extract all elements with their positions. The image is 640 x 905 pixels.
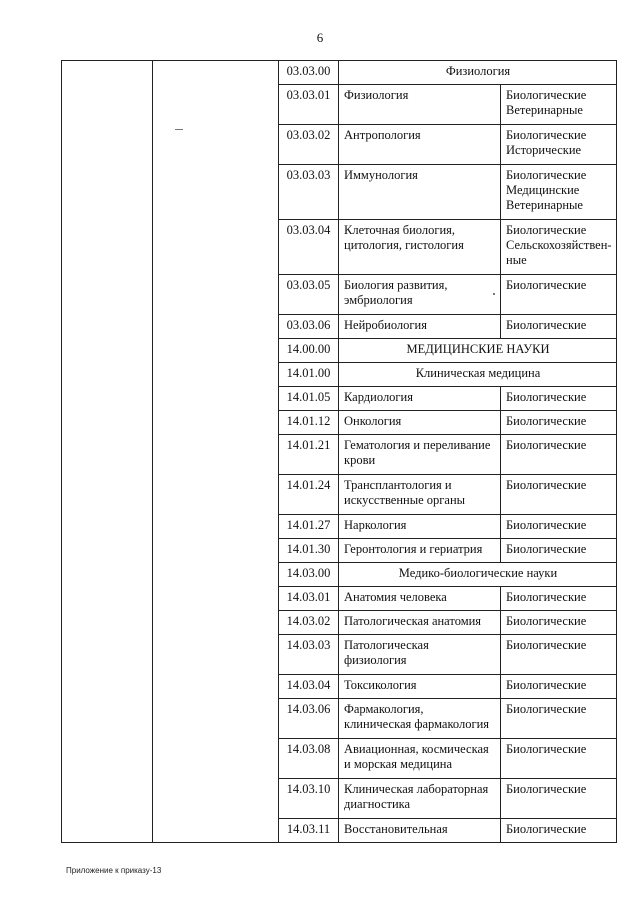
section-heading: Медико-биологические науки (339, 563, 617, 587)
science-branches (501, 165, 617, 220)
science-branch: Исторические (506, 143, 582, 157)
specialty-name-line: Патологическая (344, 638, 429, 652)
science-branch: Биологические (506, 223, 587, 237)
specialty-name (339, 587, 501, 611)
specialty-name-line: Клиническая лабораторная (344, 782, 489, 796)
science-branch: Сельскохозяйствен- (506, 238, 612, 252)
science-branches (501, 587, 617, 611)
science-branch: Биологические (506, 438, 587, 452)
specialty-name (339, 539, 501, 563)
specialty-name-line: искусственные органы (344, 493, 466, 507)
specialty-name-line: клиническая фармакология (344, 717, 490, 731)
specialties-table (61, 60, 617, 843)
science-branches (501, 675, 617, 699)
specialty-code: 14.03.00 (279, 563, 339, 587)
scan-mark (493, 293, 495, 295)
section-heading: МЕДИЦИНСКИЕ НАУКИ (339, 339, 617, 363)
specialty-name-line: Клеточная биология, (344, 223, 456, 237)
science-branch: Ветеринарные (506, 103, 583, 117)
specialty-code: 03.03.05 (279, 275, 339, 315)
science-branches (501, 435, 617, 475)
specialty-code: 14.03.08 (279, 739, 339, 779)
specialty-name-line: Гематология и переливание (344, 438, 491, 452)
specialty-name-line: Трансплантология и (344, 478, 452, 492)
specialty-code: 14.03.11 (279, 819, 339, 843)
specialty-name-line: Фармакология, (344, 702, 424, 716)
specialty-name-line: физиология (344, 653, 407, 667)
specialty-name-line: Нейробиология (344, 318, 427, 332)
specialty-code: 14.01.05 (279, 387, 339, 411)
specialty-name-line: Наркология (344, 518, 407, 532)
specialty-code: 14.01.12 (279, 411, 339, 435)
specialty-name (339, 411, 501, 435)
specialty-name-line: Физиология (344, 88, 409, 102)
specialty-name (339, 275, 501, 315)
scan-mark (175, 129, 183, 130)
specialty-name-line: Иммунология (344, 168, 418, 182)
specialty-name-line: эмбриология (344, 293, 413, 307)
specialty-code: 14.03.10 (279, 779, 339, 819)
science-branches (501, 635, 617, 675)
specialty-name-line: цитология, гистология (344, 238, 464, 252)
specialty-name-line: Антропология (344, 128, 421, 142)
science-branch: Биологические (506, 638, 587, 652)
specialty-code: 03.03.01 (279, 85, 339, 125)
science-branches (501, 315, 617, 339)
specialty-name (339, 435, 501, 475)
specialty-name-line: Анатомия человека (344, 590, 447, 604)
specialty-name (339, 387, 501, 411)
science-branch: Медицинские (506, 183, 580, 197)
specialty-name-line: Восстановительная (344, 822, 448, 836)
specialty-code: 03.03.03 (279, 165, 339, 220)
section-heading: Физиология (339, 61, 617, 85)
science-branches (501, 387, 617, 411)
specialty-name (339, 779, 501, 819)
science-branches (501, 515, 617, 539)
specialty-code: 14.01.00 (279, 363, 339, 387)
blank-column-cell (62, 61, 153, 843)
science-branch: Биологические (506, 542, 587, 556)
specialty-code: 14.03.03 (279, 635, 339, 675)
science-branches (501, 85, 617, 125)
specialty-name-line: крови (344, 453, 376, 467)
science-branches (501, 779, 617, 819)
specialty-name (339, 475, 501, 515)
science-branch: Биологические (506, 478, 587, 492)
science-branches (501, 220, 617, 275)
science-branch: Биологические (506, 590, 587, 604)
specialty-code: 14.01.21 (279, 435, 339, 475)
specialty-name (339, 125, 501, 165)
science-branch: Биологические (506, 518, 587, 532)
science-branches (501, 275, 617, 315)
specialty-name-line: диагностика (344, 797, 411, 811)
specialty-code: 03.03.06 (279, 315, 339, 339)
specialty-name-line: Биология развития, (344, 278, 448, 292)
science-branch: Биологические (506, 614, 587, 628)
specialty-code: 14.00.00 (279, 339, 339, 363)
specialty-name-line: Авиационная, космическая (344, 742, 489, 756)
section-heading: Клиническая медицина (339, 363, 617, 387)
science-branches (501, 539, 617, 563)
science-branch: Биологические (506, 742, 587, 756)
specialty-name-line: и морская медицина (344, 757, 453, 771)
science-branches (501, 739, 617, 779)
science-branches (501, 611, 617, 635)
specialty-name (339, 220, 501, 275)
science-branch: Биологические (506, 168, 587, 182)
science-branch: Биологические (506, 678, 587, 692)
specialty-name-line: Геронтология и гериатрия (344, 542, 483, 556)
specialty-name (339, 611, 501, 635)
specialty-name (339, 515, 501, 539)
science-branches (501, 819, 617, 843)
science-branch: Биологические (506, 702, 587, 716)
science-branch: Биологические (506, 278, 587, 292)
science-branch: Биологические (506, 318, 587, 332)
science-branch: ные (506, 253, 527, 267)
specialty-code: 03.03.00 (279, 61, 339, 85)
specialty-name (339, 165, 501, 220)
science-branch: Биологические (506, 128, 587, 142)
science-branch: Биологические (506, 390, 587, 404)
specialty-code: 14.01.30 (279, 539, 339, 563)
science-branches (501, 125, 617, 165)
specialty-name (339, 635, 501, 675)
science-branch: Биологические (506, 88, 587, 102)
science-branches (501, 411, 617, 435)
blank-column-cell (153, 61, 279, 843)
specialty-code: 14.03.02 (279, 611, 339, 635)
science-branches (501, 699, 617, 739)
specialty-code: 14.01.24 (279, 475, 339, 515)
specialty-name-line: Токсикология (344, 678, 417, 692)
specialty-code: 14.03.04 (279, 675, 339, 699)
specialty-name (339, 85, 501, 125)
specialty-code: 14.01.27 (279, 515, 339, 539)
specialty-name (339, 819, 501, 843)
table-section-row (62, 61, 617, 85)
science-branch: Биологические (506, 822, 587, 836)
science-branch: Биологические (506, 782, 587, 796)
science-branch: Ветеринарные (506, 198, 583, 212)
specialty-code: 03.03.04 (279, 220, 339, 275)
page-number: 6 (316, 30, 324, 45)
specialty-name (339, 675, 501, 699)
science-branches (501, 475, 617, 515)
specialty-code: 03.03.02 (279, 125, 339, 165)
specialty-code: 14.03.06 (279, 699, 339, 739)
footer-note: Приложение к приказу-13 (66, 866, 162, 875)
science-branch: Биологические (506, 414, 587, 428)
specialty-code: 14.03.01 (279, 587, 339, 611)
specialty-name-line: Онкология (344, 414, 402, 428)
specialty-name-line: Патологическая анатомия (344, 614, 482, 628)
specialty-name (339, 699, 501, 739)
specialty-name (339, 315, 501, 339)
specialty-name-line: Кардиология (344, 390, 413, 404)
specialty-name (339, 739, 501, 779)
